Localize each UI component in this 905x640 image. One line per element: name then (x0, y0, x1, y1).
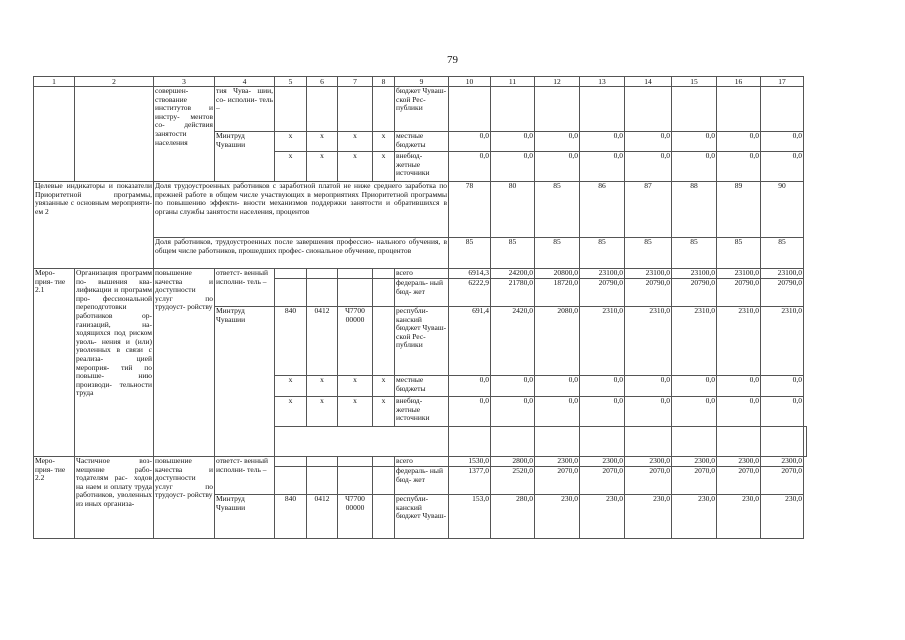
funding-source: федераль- ный бюд- жет (395, 467, 449, 495)
column-header: 12 (535, 77, 580, 87)
cell (338, 467, 373, 495)
measure-id: Меро- прия- тие 2.1 (34, 269, 75, 457)
cell: x (275, 132, 307, 152)
column-header: 10 (449, 77, 491, 87)
value-cell: 2070,0 (580, 467, 625, 495)
column-header: 14 (625, 77, 672, 87)
value-cell: 230,0 (535, 495, 580, 539)
cell (275, 87, 307, 132)
cell (717, 87, 761, 132)
executor-name: Минтруд Чувашии (215, 132, 275, 182)
cell (449, 87, 491, 132)
value-cell: 0,0 (717, 132, 761, 152)
value-cell: 2300,0 (672, 457, 717, 467)
column-header: 2 (75, 77, 154, 87)
value-cell: 2300,0 (717, 457, 761, 467)
cell (580, 87, 625, 132)
value-cell: 0,0 (535, 132, 580, 152)
cell (491, 427, 535, 457)
value-cell: 21780,0 (491, 279, 535, 307)
value-cell: 85 (449, 238, 491, 269)
value-cell: 0,0 (580, 397, 625, 427)
cell: x (275, 397, 307, 427)
funding-source: внебюд- жетные источники (395, 152, 449, 182)
value-cell: 90 (761, 182, 804, 238)
cell: x (373, 376, 395, 397)
value-cell: 23100,0 (717, 269, 761, 279)
value-cell: 0,0 (491, 132, 535, 152)
value-cell: 2300,0 (535, 457, 580, 467)
cell (535, 87, 580, 132)
funding-source: республи- канский бюджет Чуваш- (395, 495, 449, 539)
funding-source: федераль- ный бюд- жет (395, 279, 449, 307)
cell: Ч7700 00000 (338, 307, 373, 376)
value-cell: 80 (491, 182, 535, 238)
column-header: 1 (34, 77, 75, 87)
value-cell: 230,0 (761, 495, 804, 539)
cell (449, 427, 491, 457)
indicator-text: Доля работников, трудоустроенных после завершения профессио- нального обучения, в общем числе работников, прошедших профес- сиональное обучение, процентов (154, 238, 449, 269)
value-cell: 85 (535, 238, 580, 269)
value-cell: 0,0 (761, 132, 804, 152)
value-cell: 0,0 (535, 376, 580, 397)
column-header: 15 (672, 77, 717, 87)
cell (275, 279, 307, 307)
value-cell: 0,0 (449, 132, 491, 152)
cell (338, 279, 373, 307)
cell (761, 427, 804, 457)
cell (804, 427, 807, 457)
value-cell: 0,0 (625, 152, 672, 182)
cell (275, 457, 307, 467)
column-header: 3 (154, 77, 215, 87)
cell (580, 427, 625, 457)
value-cell: 86 (580, 182, 625, 238)
cell (625, 87, 672, 132)
value-cell: 691,4 (449, 307, 491, 376)
value-cell: 2520,0 (491, 467, 535, 495)
funding-source: местные бюджеты (395, 132, 449, 152)
value-cell: 2300,0 (761, 457, 804, 467)
value-cell: 0,0 (717, 397, 761, 427)
cell (338, 269, 373, 279)
value-cell: 85 (672, 238, 717, 269)
value-cell: 0,0 (580, 376, 625, 397)
value-cell: 2420,0 (491, 307, 535, 376)
cell: 0412 (307, 307, 338, 376)
activity-goal: совершен- ствование институтов и инстру- ментов со- действия занятости населения (154, 87, 215, 182)
value-cell: 0,0 (535, 397, 580, 427)
value-cell: 85 (491, 238, 535, 269)
value-cell: 23100,0 (761, 269, 804, 279)
funding-source: бюджет Чуваш- ской Рес- публики (395, 87, 449, 132)
value-cell: 0,0 (761, 152, 804, 182)
table-row (34, 87, 807, 132)
cell (307, 87, 338, 132)
value-cell: 20790,0 (672, 279, 717, 307)
measure-goal: повышение качества и доступности услуг по трудоуст- ройству (154, 457, 215, 539)
value-cell: 153,0 (449, 495, 491, 539)
funding-source: всего (395, 457, 449, 467)
value-cell: 2310,0 (580, 307, 625, 376)
cell (307, 269, 338, 279)
value-cell: 0,0 (717, 152, 761, 182)
value-cell: 85 (625, 238, 672, 269)
value-cell: 0,0 (761, 397, 804, 427)
cell: Ч7700 00000 (338, 495, 373, 539)
executor: тия Чува- шии, со- исполни- тель – (215, 87, 275, 132)
funding-source: республи- канский бюджет Чуваш- ской Рес- публики (395, 307, 449, 376)
cell: 840 (275, 307, 307, 376)
value-cell: 0,0 (491, 376, 535, 397)
value-cell: 2070,0 (717, 467, 761, 495)
value-cell: 85 (717, 238, 761, 269)
value-cell: 0,0 (580, 132, 625, 152)
cell: x (307, 152, 338, 182)
column-header: 9 (395, 77, 449, 87)
measure-id: Меро- прия- тие 2.2 (34, 457, 75, 539)
cell: x (275, 152, 307, 182)
value-cell: 23100,0 (625, 269, 672, 279)
value-cell: 0,0 (580, 152, 625, 182)
cell (373, 279, 395, 307)
value-cell: 0,0 (449, 152, 491, 182)
value-cell: 2070,0 (625, 467, 672, 495)
cell (717, 427, 761, 457)
value-cell: 0,0 (449, 397, 491, 427)
cell (672, 427, 717, 457)
cell (625, 427, 672, 457)
column-header: 6 (307, 77, 338, 87)
cell (373, 269, 395, 279)
cell: x (275, 376, 307, 397)
cell: x (307, 132, 338, 152)
cell (373, 87, 395, 132)
cell (307, 467, 338, 495)
cell (373, 457, 395, 467)
cell (491, 87, 535, 132)
value-cell: 78 (449, 182, 491, 238)
cell: x (338, 397, 373, 427)
cell (275, 467, 307, 495)
executor: ответст- венный исполни- тель – (215, 457, 275, 495)
value-cell: 2310,0 (625, 307, 672, 376)
value-cell: 0,0 (672, 132, 717, 152)
funding-source: внебюд- жетные источники (395, 397, 449, 427)
cell (75, 87, 154, 182)
value-cell: 89 (717, 182, 761, 238)
executor-name: Минтруд Чувашии (215, 307, 275, 457)
value-cell: 85 (580, 238, 625, 269)
cell: x (373, 132, 395, 152)
cell: x (338, 376, 373, 397)
value-cell: 230,0 (717, 495, 761, 539)
cell: x (338, 152, 373, 182)
funding-source: местные бюджеты (395, 376, 449, 397)
value-cell: 20790,0 (625, 279, 672, 307)
value-cell: 2070,0 (672, 467, 717, 495)
value-cell: 2800,0 (491, 457, 535, 467)
indicators-label: Целевые индикаторы и показатели Приоритетной программы, увязанные с основным мероприяти- ем 2 (34, 182, 154, 269)
value-cell: 0,0 (672, 376, 717, 397)
value-cell: 0,0 (625, 397, 672, 427)
cell (307, 457, 338, 467)
value-cell: 2070,0 (761, 467, 804, 495)
column-header: 8 (373, 77, 395, 87)
cell: x (373, 397, 395, 427)
executor: ответст- венный исполни- тель – (215, 269, 275, 307)
value-cell: 2310,0 (761, 307, 804, 376)
cell (672, 87, 717, 132)
value-cell: 20790,0 (761, 279, 804, 307)
value-cell: 18720,0 (535, 279, 580, 307)
column-header: 13 (580, 77, 625, 87)
table-row (34, 457, 807, 467)
value-cell: 230,0 (672, 495, 717, 539)
value-cell: 230,0 (625, 495, 672, 539)
value-cell: 2310,0 (717, 307, 761, 376)
cell: x (338, 132, 373, 152)
value-cell: 1377,0 (449, 467, 491, 495)
value-cell: 87 (625, 182, 672, 238)
value-cell: 20790,0 (580, 279, 625, 307)
value-cell: 2070,0 (535, 467, 580, 495)
cell (373, 467, 395, 495)
value-cell: 0,0 (717, 376, 761, 397)
value-cell: 0,0 (625, 132, 672, 152)
cell: x (373, 152, 395, 182)
value-cell: 1530,0 (449, 457, 491, 467)
value-cell: 0,0 (449, 376, 491, 397)
cell (275, 427, 449, 457)
value-cell: 6914,3 (449, 269, 491, 279)
value-cell: 20790,0 (717, 279, 761, 307)
funding-source: всего (395, 269, 449, 279)
value-cell: 0,0 (761, 376, 804, 397)
column-header: 5 (275, 77, 307, 87)
cell (275, 269, 307, 279)
budget-table (33, 76, 807, 539)
column-header: 16 (717, 77, 761, 87)
value-cell: 23100,0 (672, 269, 717, 279)
indicator-text: Доля трудоустроенных работников с заработной платой не ниже среднего заработка по прежней работе в общем числе участвующих в мероприятиях Приоритетной программы по повышению эффекти- вности механизмов поддержки занятости и обратившихся в органы службы занятости населения, процентов (154, 182, 449, 238)
cell (338, 87, 373, 132)
indicator-row (34, 182, 807, 238)
cell (373, 495, 395, 539)
column-header: 11 (491, 77, 535, 87)
value-cell: 88 (672, 182, 717, 238)
cell: 0412 (307, 495, 338, 539)
value-cell: 2300,0 (625, 457, 672, 467)
cell (761, 87, 804, 132)
measure-title: Организация программ по- вышения ква- лификации и программ про- фессиональной переподготовки работников ор- ганизаций, на- ходящихся под риском уволь- нения и (или) уволенных в связи с реализа- цией мероприя- тий по повыше- нию производи- тельности труда (75, 269, 154, 457)
cell (535, 427, 580, 457)
value-cell: 85 (761, 238, 804, 269)
cell: x (307, 376, 338, 397)
cell (338, 457, 373, 467)
value-cell: 2310,0 (672, 307, 717, 376)
column-header: 17 (761, 77, 804, 87)
page-number: 79 (447, 54, 458, 66)
value-cell: 24200,0 (491, 269, 535, 279)
value-cell: 0,0 (672, 152, 717, 182)
value-cell: 0,0 (535, 152, 580, 182)
measure-goal: повышение качества и доступности услуг по трудоуст- ройству (154, 269, 215, 457)
measure-title: Частичное воз- мещение рабо- тодателям рас- ходов на наем и оплату труда работников, уволенных из иных организа- (75, 457, 154, 539)
value-cell: 2300,0 (580, 457, 625, 467)
value-cell: 23100,0 (580, 269, 625, 279)
value-cell: 20800,0 (535, 269, 580, 279)
value-cell: 0,0 (491, 397, 535, 427)
column-header: 4 (215, 77, 275, 87)
column-header: 7 (338, 77, 373, 87)
cell: 840 (275, 495, 307, 539)
column-header-row (34, 77, 807, 87)
cell (34, 87, 75, 182)
value-cell: 0,0 (491, 152, 535, 182)
cell (373, 307, 395, 376)
cell (307, 279, 338, 307)
table-row (34, 269, 807, 279)
value-cell: 0,0 (625, 376, 672, 397)
value-cell: 230,0 (580, 495, 625, 539)
value-cell: 0,0 (672, 397, 717, 427)
cell: x (307, 397, 338, 427)
value-cell: 85 (535, 182, 580, 238)
value-cell: 2080,0 (535, 307, 580, 376)
value-cell: 280,0 (491, 495, 535, 539)
executor-name: Минтруд Чувашии (215, 495, 275, 539)
value-cell: 6222,9 (449, 279, 491, 307)
